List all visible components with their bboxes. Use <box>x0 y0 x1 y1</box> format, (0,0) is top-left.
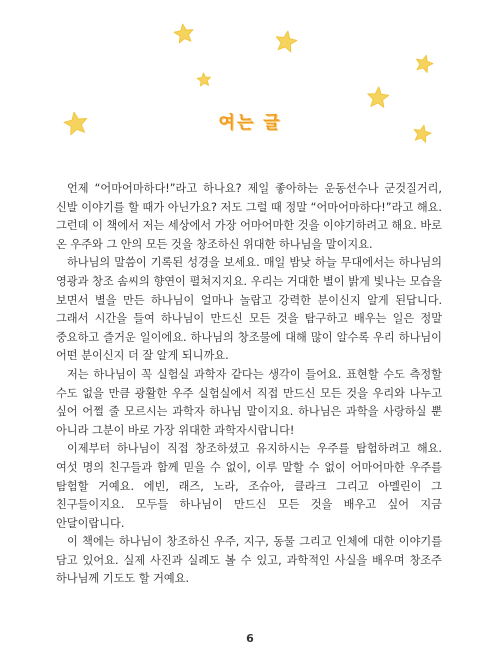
body-text <box>56 180 442 589</box>
star-icon <box>417 55 434 72</box>
paragraph: 저는 하나님이 꼭 실험실 과학자 같다는 생각이 들어요. 표현할 수도 측정할 수도 없을 만큼 광활한 우주 실험실에서 직접 만드신 모든 것을 우리와 나누고 싶어 어쩔 줄 모르시는 과학자 하나님 말이지요. 하나님은 과학을 사랑하실 뿐 아니라 그분이 바로 가장 위대한 과학자시랍니다! <box>56 367 442 437</box>
page-number: 6 <box>246 632 254 645</box>
star-icon <box>197 73 210 86</box>
star-icon <box>368 87 389 107</box>
paragraph: 언제 “어마어마하다!”라고 하나요? 제일 좋아하는 운동선수나 군것질거리, 신발 이야기를 할 때가 아닌가요? 저도 그럴 때 정말 “어마어마하다!”라고 해요. 그런데 이 책에서 저는 세상에서 가장 어마어마한 것을 이야기하려고 해요. 바로 온 우주와 그 안의 모든 것을 창조하신 위대한 하나님을 말이지요. <box>56 182 442 251</box>
chapter-title: 여는 글 <box>218 113 282 133</box>
paragraph: 이 책에는 하나님이 창조하신 우주, 지구, 동물 그리고 인체에 대한 이야기를 담고 있어요. 실제 사진과 실례도 볼 수 있고, 과학적인 사실을 배우며 창조주 하나님께 기도도 할 거예요. <box>56 535 442 586</box>
star-icon <box>174 24 193 43</box>
paragraph: 하나님의 말씀이 기록된 성경을 보세요. 매일 밤낮 하늘 무대에서는 하나님의 영광과 창조 솜씨의 향연이 펼쳐지지요. 우리는 거대한 별이 밝게 빛나는 모습을 보면서 별을 만든 하나님이 얼마나 놀랍고 강력한 분이신지 알게 된답니다. 그래서 시간을 들여 하나님이 만드신 모든 것을 탐구하고 배우는 일은 정말 중요하고 즐거운 일이에요. 하나님의 창조물에 대해 많이 알수록 우리 하나님이 어떤 분이신지 더 잘 알게 되니까요. <box>56 256 442 363</box>
star-icon <box>276 31 297 52</box>
paragraph: 이제부터 하나님이 직접 창조하셨고 유지하시는 우주를 탐험하려고 해요. 여섯 명의 친구들과 함께 믿을 수 없이, 이루 말할 수 없이 어마어마한 우주를 탐험할 거예요. 에빈, 래즈, 노라, 조슈아, 클라크 그리고 아멜린이 그 친구들이지요. 모두들 하나님이 만드신 모든 것을 배우고 싶어 지금 안달이랍니다. <box>56 442 442 530</box>
